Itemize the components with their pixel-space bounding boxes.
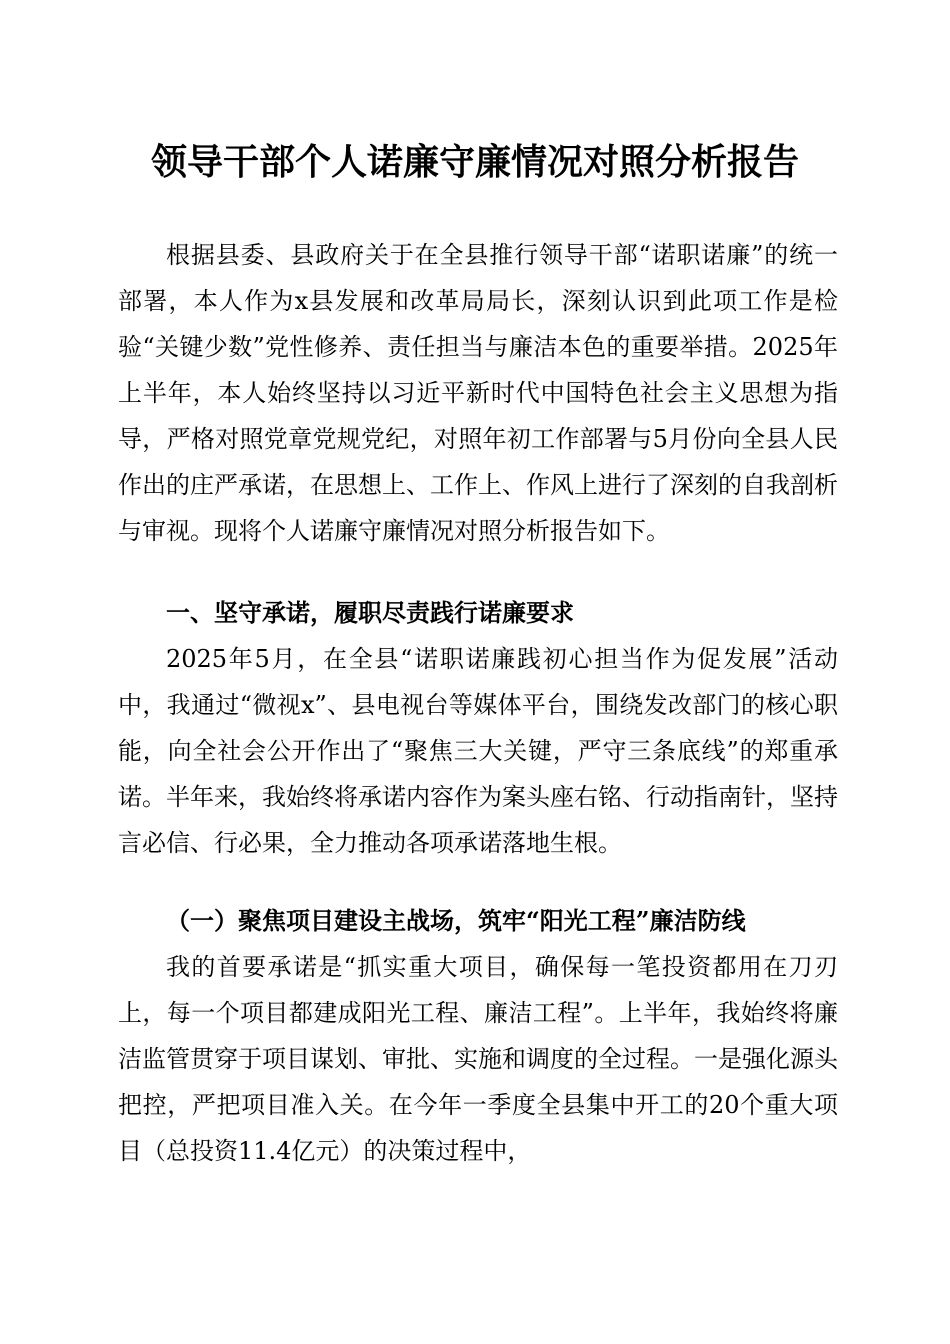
subsection-heading-1: （一）聚焦项目建设主战场，筑牢“阳光工程”廉洁防线 [166, 906, 746, 935]
section-heading-1: 一、坚守承诺，履职尽责践行诺廉要求 [166, 599, 574, 627]
paragraph-intro: 根据县委、县政府关于在全县推行领导干部“诺职诺廉”的统一部署，本人作为x县发展和改革局局长，深刻认识到此项工作是检验“关键少数”党性修养、责任担当与廉洁本色的重要举措。2025年上半年，本人始终坚持以习近平新时代中国特色社会主义思想为指导，严格对照党章党规党纪，对照年初工作部署与5月份向全县人民作出的庄严承诺，在思想上、工作上、作风上进行了深刻的自我剖析与审视。现将个人诺廉守廉情况对照分析报告如下。 [118, 241, 838, 545]
document-title: 领导干部个人诺廉守廉情况对照分析报告 [150, 141, 799, 183]
paragraph-section-1: 2025年5月，在全县“诺职诺廉践初心担当作为促发展”活动中，我通过“微视x”、县电视台等媒体平台，围绕发改部门的核心职能，向全社会公开作出了“聚焦三大关键，严守三条底线”的郑重承诺。半年来，我始终将承诺内容作为案头座右铭、行动指南针，坚持言必信、行必果，全力推动各项承诺落地生根。 [118, 645, 838, 857]
paragraph-subsection-1: 我的首要承诺是“抓实重大项目，确保每一笔投资都用在刀刃上，每一个项目都建成阳光工程、廉洁工程”。上半年，我始终将廉洁监管贯穿于项目谋划、审批、实施和调度的全过程。一是强化源头把控，严把项目准入关。在今年一季度全县集中开工的20个重大项目（总投资11.4亿元）的决策过程中， [118, 953, 838, 1165]
